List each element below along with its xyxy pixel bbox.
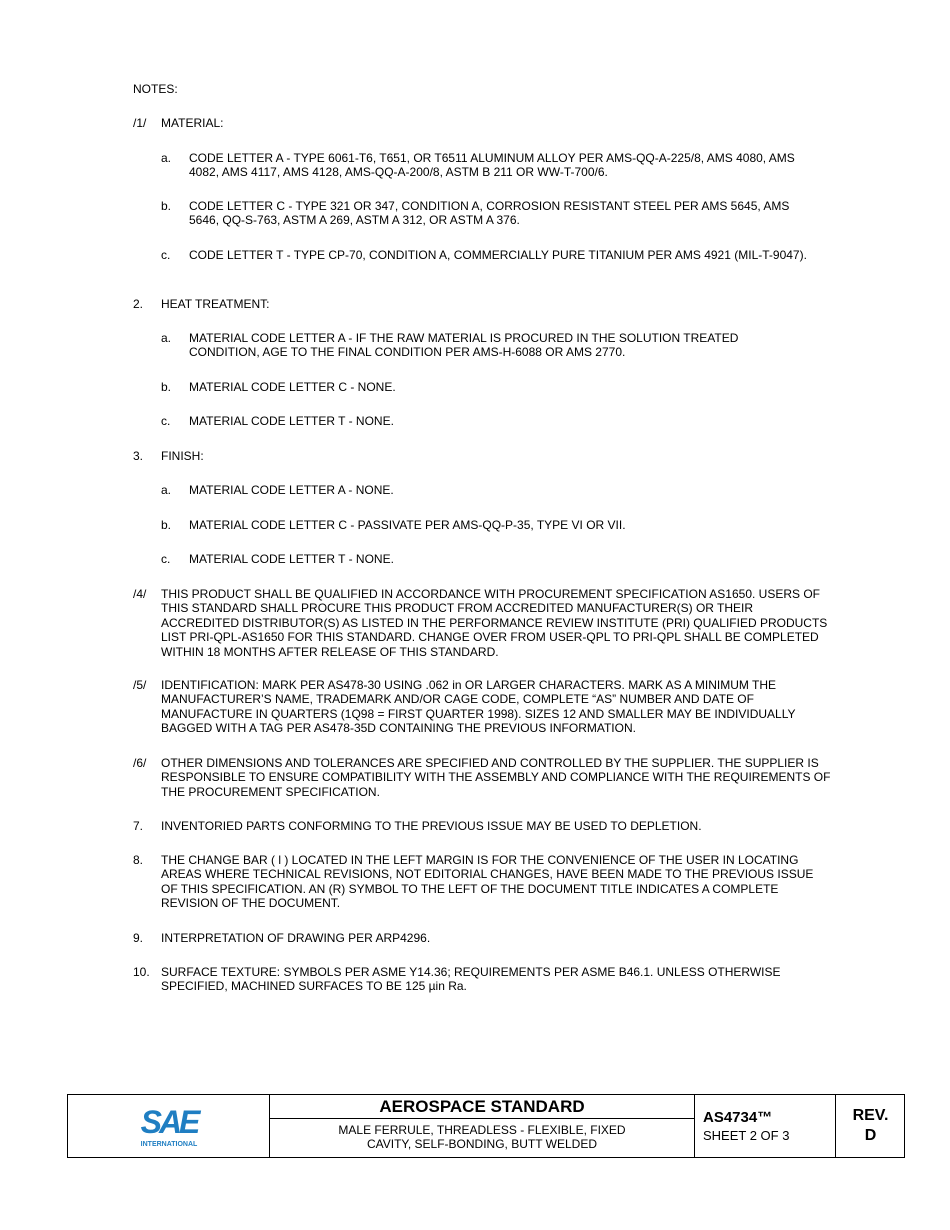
sub-text: CODE LETTER A - TYPE 6061-T6, T651, OR T6511 ALUMINUM ALLOY PER AMS-QQ-A-225/8, AMS 4080, AMS 4082, AMS 4117, AMS 4128, AMS-QQ-A-200/8, ASTM B 211 OR WW-T-700/6. bbox=[189, 151, 795, 180]
note-text: MATERIAL: bbox=[161, 116, 224, 130]
sub-number: c. bbox=[161, 552, 171, 566]
rev-label: REV. bbox=[852, 1107, 889, 1124]
sub-number: c. bbox=[161, 414, 171, 428]
logo-cell bbox=[68, 1095, 270, 1157]
notes-heading: NOTES: bbox=[133, 82, 178, 96]
doc-number-cell bbox=[695, 1095, 836, 1157]
note-number: /4/ bbox=[133, 587, 147, 601]
sub-text: MATERIAL CODE LETTER A - IF THE RAW MATERIAL IS PROCURED IN THE SOLUTION TREATED CONDITION, AGE TO THE FINAL CONDITION PER AMS-H-6088 OR AMS 2770. bbox=[189, 331, 739, 360]
note-number: /6/ bbox=[133, 756, 147, 770]
note-text: SURFACE TEXTURE: SYMBOLS PER ASME Y14.36; REQUIREMENTS PER ASME B46.1. UNLESS OTHERWISE SPECIFIED, MACHINED SURFACES TO BE 125 µin Ra. bbox=[161, 965, 781, 994]
note-text: INTERPRETATION OF DRAWING PER ARP4296. bbox=[161, 931, 431, 945]
sub-number: b. bbox=[161, 380, 172, 394]
title-block bbox=[67, 1094, 905, 1158]
sae-logo-text: SAE bbox=[140, 1104, 198, 1140]
sheet-number: SHEET 2 OF 3 bbox=[703, 1128, 790, 1143]
sub-number: a. bbox=[161, 151, 172, 165]
note-text: IDENTIFICATION: MARK PER AS478-30 USING .062 in OR LARGER CHARACTERS. MARK AS A MINIMUM THE MANUFACTURER’S NAME, TRADEMARK AND/OR CAGE CODE, COMPLETE “AS” NUMBER AND DATE OF MANUFACTURE IN QUARTERS (1Q98 = FIRST QUARTER 1998). SIZES 12 AND SMALLER MAY BE INDIVIDUALLY BAGGED WITH A TAG PER AS478-35D CONTAINING THE PREVIOUS INFORMATION. bbox=[161, 678, 796, 736]
note-number: 9. bbox=[133, 931, 144, 945]
standard-heading: AEROSPACE STANDARD bbox=[270, 1095, 694, 1119]
sub-number: c. bbox=[161, 248, 171, 262]
sae-logo-subtext: INTERNATIONAL bbox=[140, 1141, 198, 1148]
note-number: 8. bbox=[133, 853, 144, 867]
note-number: /5/ bbox=[133, 678, 147, 692]
sub-text: CODE LETTER C - TYPE 321 OR 347, CONDITION A, CORROSION RESISTANT STEEL PER AMS 5645, AMS 5646, QQ-S-763, ASTM A 269, ASTM A 312, OR ASTM A 376. bbox=[189, 199, 790, 228]
document-title bbox=[270, 1123, 694, 1152]
doc-number: AS4734™ bbox=[703, 1109, 773, 1126]
sub-text: MATERIAL CODE LETTER C - PASSIVATE PER AMS-QQ-P-35, TYPE VI OR VII. bbox=[189, 518, 626, 532]
note-number: 7. bbox=[133, 819, 144, 833]
note-text: HEAT TREATMENT: bbox=[161, 297, 270, 311]
title-line-1: MALE FERRULE, THREADLESS - FLEXIBLE, FIXED bbox=[338, 1123, 626, 1137]
sae-logo bbox=[136, 1103, 202, 1149]
note-number: /1/ bbox=[133, 116, 147, 130]
note-number: 2. bbox=[133, 297, 144, 311]
note-number: 10. bbox=[133, 965, 150, 979]
sub-number: b. bbox=[161, 518, 172, 532]
note-text: THE CHANGE BAR ( l ) LOCATED IN THE LEFT MARGIN IS FOR THE CONVENIENCE OF THE USER IN LOCATING AREAS WHERE TECHNICAL REVISIONS, NOT EDITORIAL CHANGES, HAVE BEEN MADE TO THE PREVIOUS ISSUE OF THIS SPECIFICATION. AN (R) SYMBOL TO THE LEFT OF THE DOCUMENT TITLE INDICATES A COMPLETE REVISION OF THE DOCUMENT. bbox=[161, 853, 814, 911]
title-cell bbox=[270, 1095, 695, 1157]
note-text: INVENTORIED PARTS CONFORMING TO THE PREVIOUS ISSUE MAY BE USED TO DEPLETION. bbox=[161, 819, 702, 833]
sub-text: MATERIAL CODE LETTER T - NONE. bbox=[189, 414, 394, 428]
rev-value: D bbox=[864, 1127, 877, 1144]
sub-text: CODE LETTER T - TYPE CP-70, CONDITION A, COMMERCIALLY PURE TITANIUM PER AMS 4921 (MIL-T-9047). bbox=[189, 248, 807, 262]
revision-cell bbox=[836, 1095, 905, 1157]
sub-text: MATERIAL CODE LETTER A - NONE. bbox=[189, 483, 394, 497]
sub-number: b. bbox=[161, 199, 172, 213]
note-number: 3. bbox=[133, 449, 144, 463]
note-text: OTHER DIMENSIONS AND TOLERANCES ARE SPECIFIED AND CONTROLLED BY THE SUPPLIER. THE SUPPLIER IS RESPONSIBLE TO ENSURE COMPATIBILITY WITH THE ASSEMBLY AND COMPLIANCE WITH THE REQUIREMENTS OF THE PROCUREMENT SPECIFICATION. bbox=[161, 756, 831, 799]
sub-number: a. bbox=[161, 483, 172, 497]
note-text: FINISH: bbox=[161, 449, 204, 463]
sub-text: MATERIAL CODE LETTER T - NONE. bbox=[189, 552, 394, 566]
title-line-2: CAVITY, SELF-BONDING, BUTT WELDED bbox=[366, 1137, 598, 1152]
note-text: THIS PRODUCT SHALL BE QUALIFIED IN ACCORDANCE WITH PROCUREMENT SPECIFICATION AS1650. USERS OF THIS STANDARD SHALL PROCURE THIS PRODUCT FROM ACCREDITED MANUFACTURER(S) OR THEIR ACCREDITED DISTRIBUTOR(S) AS LISTED IN THE PERFORMANCE REVIEW INSTITUTE (PRI) QUALIFIED PRODUCTS LIST PRI-QPL-AS1650 FOR THIS STANDARD. CHANGE OVER FROM USER-QPL TO PRI-QPL SHALL BE COMPLETED WITHIN 18 MONTHS AFTER RELEASE OF THIS STANDARD. bbox=[161, 587, 828, 659]
sub-text: MATERIAL CODE LETTER C - NONE. bbox=[189, 380, 396, 394]
sub-number: a. bbox=[161, 331, 172, 345]
